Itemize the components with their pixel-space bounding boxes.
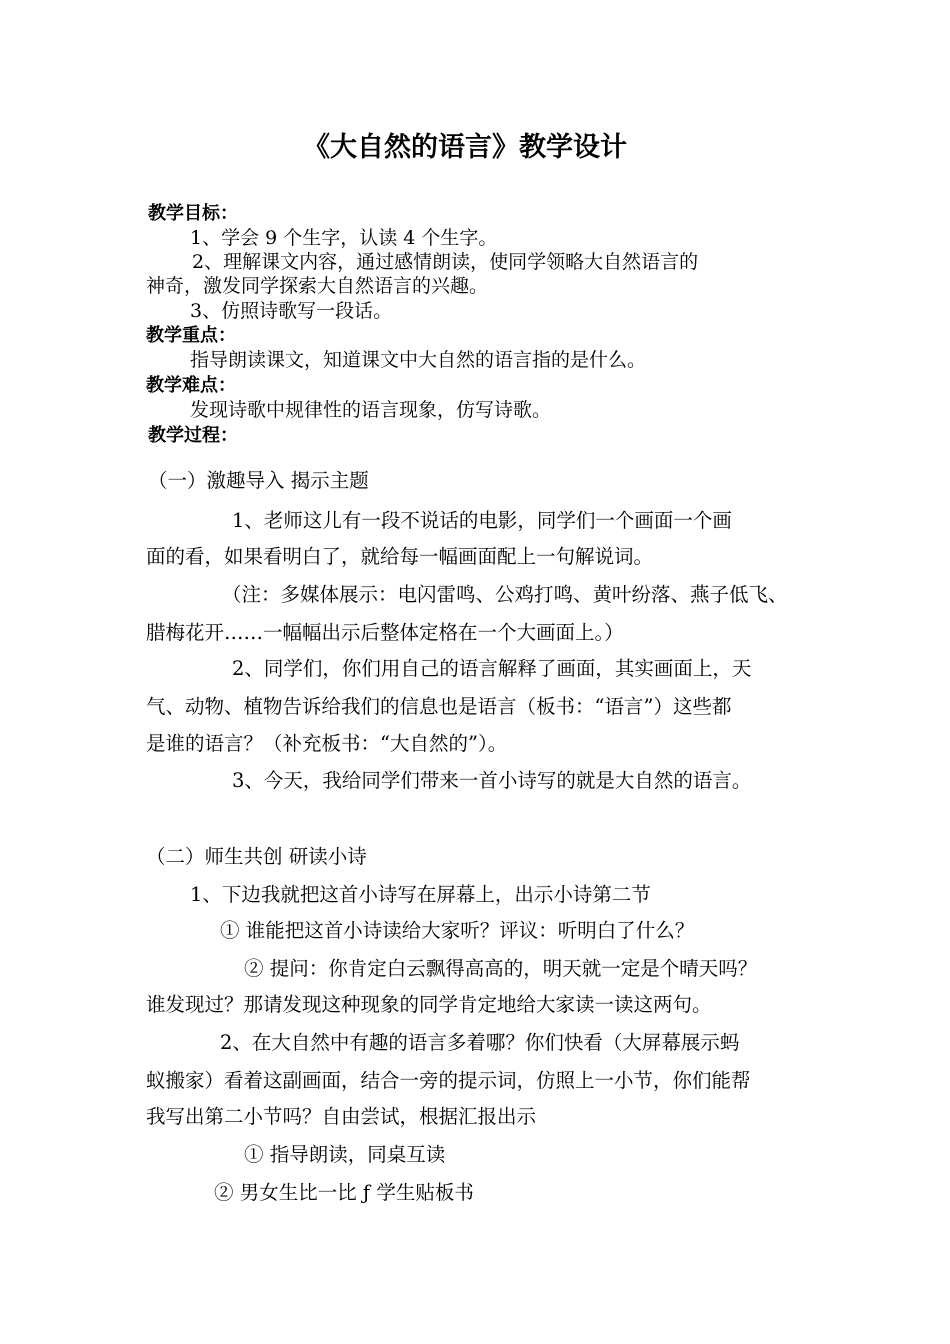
key-points-text: 指导朗读课文，知道课文中大自然的语言指的是什么。: [190, 349, 647, 371]
key-points-heading: 教学重点：: [146, 325, 236, 346]
section1-heading: （一）激趣导入 揭示主题: [148, 469, 369, 492]
section1-line: 2、同学们，你们用自己的语言解释了画面，其实画面上，天: [232, 657, 752, 680]
difficulties-text: 发现诗歌中规律性的语言现象，仿写诗歌。: [190, 399, 552, 421]
section1-line: 1、老师这儿有一段不说话的电影，同学们一个画面一个画: [232, 509, 732, 532]
section1-line: 3、今天，我给同学们带来一首小诗写的就是大自然的语言。: [232, 769, 752, 792]
objective-line-3: 3、仿照诗歌写一段话。: [190, 300, 393, 322]
section2-line: ① 谁能把这首小诗读给大家听？评议：听明白了什么？: [220, 919, 695, 942]
section1-line: 气、动物、植物告诉给我们的信息也是语言（板书：“语言”）这些都: [146, 695, 732, 718]
section1-line: 面的看，如果看明白了，就给每一幅画面配上一句解说词。: [146, 545, 654, 568]
process-heading: 教学过程：: [148, 425, 238, 446]
objective-line-2-cont: 神奇，激发同学探索大自然语言的兴趣。: [146, 275, 489, 297]
section2-line: 谁发现过？那请发现这种现象的同学肯定地给大家读一读这两句。: [146, 993, 712, 1016]
section2-line: ② 男女生比一比 ƒ 学生贴板书: [214, 1181, 474, 1204]
section2-line: 2、在大自然中有趣的语言多着哪？你们快看（大屏幕展示蚂: [220, 1031, 740, 1054]
section2-line: ② 提问：你肯定白云飘得高高的，明天就一定是个晴天吗？: [244, 957, 758, 980]
objective-line-2: 2、理解课文内容，通过感情朗读，使同学领略大自然语言的: [192, 251, 699, 273]
section1-line: （注：多媒体展示：电闪雷鸣、公鸡打鸣、黄叶纷落、燕子低飞、: [222, 583, 788, 606]
section1-line: 是谁的语言？（补充板书：“大自然的”）。: [146, 732, 508, 755]
section2-line: 1、下边我就把这首小诗写在屏幕上，出示小诗第二节: [190, 883, 651, 906]
objective-line-1: 1、学会 9 个生字，认读 4 个生字。: [190, 227, 498, 249]
section1-line: 腊梅花开……一幅幅出示后整体定格在一个大画面上。）: [146, 621, 624, 644]
objectives-heading: 教学目标：: [148, 203, 238, 224]
difficulties-heading: 教学难点：: [146, 375, 236, 396]
section2-line: 蚁搬家）看着这副画面，结合一旁的提示词，仿照上一小节，你们能帮: [146, 1069, 751, 1092]
section2-line: 我写出第二小节吗？自由尝试，根据汇报出示: [146, 1105, 537, 1128]
section2-line: ① 指导朗读，同桌互读: [244, 1143, 446, 1166]
section2-heading: （二）师生共创 研读小诗: [146, 845, 367, 868]
document-title: 《大自然的语言》教学设计: [303, 132, 627, 163]
